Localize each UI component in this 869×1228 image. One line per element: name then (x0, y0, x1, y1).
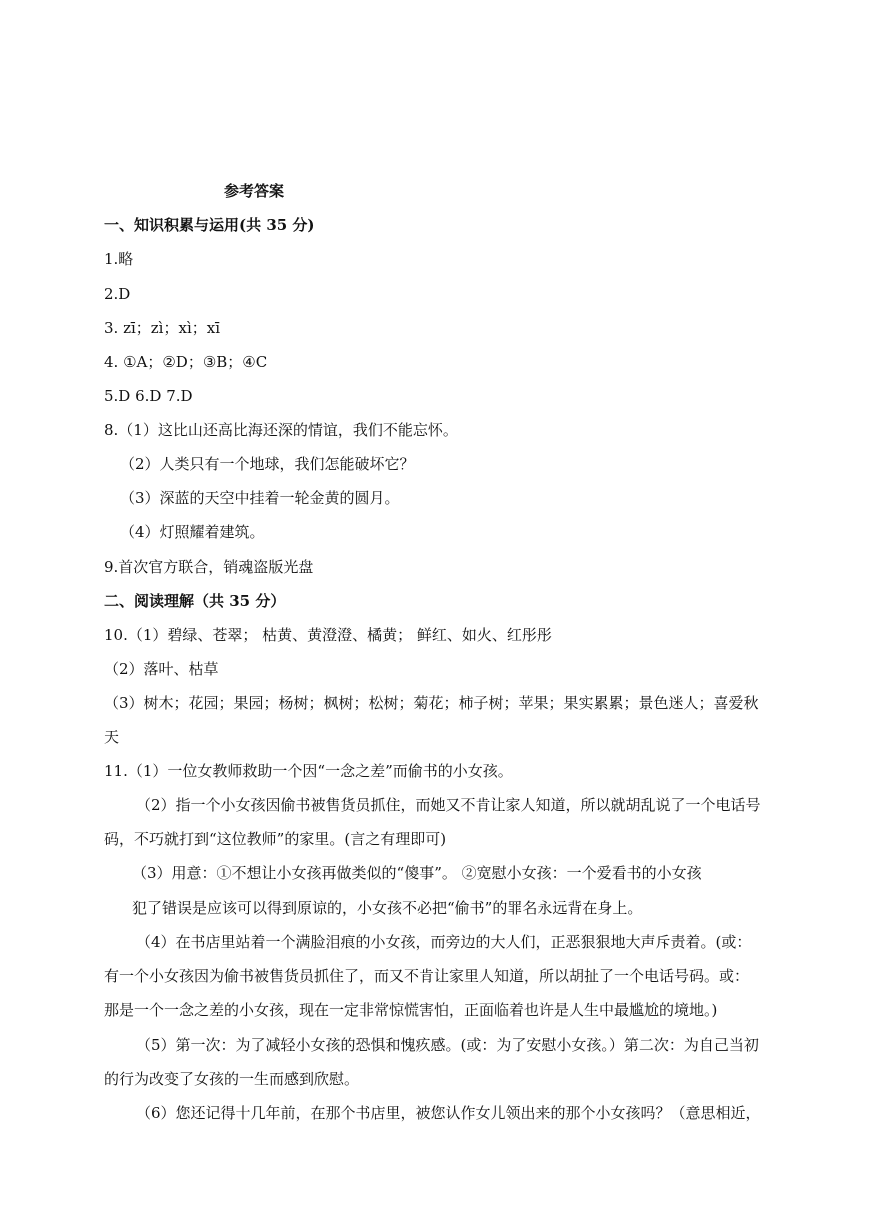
answer-11-part-4-cont-2: 那是一个一念之差的小女孩，现在一定非常惊慌害怕，正面临着也许是人生中最尴尬的境地。) (104, 1001, 718, 1019)
answer-10-part-3: （3）树木；花园；果园；杨树；枫树；松树；菊花；柿子树；苹果；果实累累；景色迷人；喜爱秋 (104, 694, 759, 712)
answer-8-part-4: （4）灯照耀着建筑。 (120, 523, 265, 541)
answer-2: 2.D (104, 285, 131, 303)
answer-3: 3. zī；zì；xì；xī (104, 319, 220, 337)
answer-11-part-1: 11.（1）一位女教师救助一个因“一念之差”而偷书的小女孩。 (104, 762, 513, 780)
answer-11-part-4-cont-1: 有一个小女孩因为偷书被售货员抓住了，而又不肯让家里人知道，所以胡扯了一个电话号码。或： (104, 967, 750, 985)
answer-8-part-1: 8.（1）这比山还高比海还深的情谊，我们不能忘怀。 (104, 421, 458, 439)
answer-5-7: 5.D 6.D 7.D (104, 387, 193, 405)
answer-10-part-1: 10.（1）碧绿、苍翠； 枯黄、黄澄澄、橘黄； 鲜红、如火、红彤彤 (104, 626, 552, 644)
answer-8-part-3: （3）深蓝的天空中挂着一轮金黄的圆月。 (120, 489, 400, 507)
answer-1: 1.略 (104, 250, 134, 268)
answer-11-part-4: （4）在书店里站着一个满脸泪痕的小女孩，而旁边的大人们，正恶狠狠地大声斥责着。(或： (136, 933, 752, 951)
answer-10-part-3-cont: 天 (104, 728, 120, 746)
answer-11-part-2-cont: 码，不巧就打到“这位教师”的家里。(言之有理即可) (104, 830, 447, 848)
answer-11-part-2: （2）指一个小女孩因偷书被售货员抓住，而她又不肯让家人知道，所以就胡乱说了一个电话号 (136, 796, 761, 814)
answer-4: 4. ①A；②D；③B；④C (104, 353, 268, 371)
answer-11-part-3: （3）用意：①不想让小女孩再做类似的“傻事”。 ②宽慰小女孩：一个爱看书的小女孩 (132, 864, 702, 882)
answer-9: 9.首次官方联合，销魂盗版光盘 (104, 558, 314, 576)
answer-8-part-2: （2）人类只有一个地球，我们怎能破坏它？ (120, 455, 415, 473)
section-heading-reading: 二、阅读理解（共 35 分） (104, 592, 286, 610)
section-heading-knowledge: 一、知识积累与运用(共 35 分) (104, 216, 315, 234)
answer-11-part-6: （6）您还记得十几年前，在那个书店里，被您认作女儿领出来的那个小女孩吗？（意思相近， (136, 1104, 761, 1122)
document-title: 参考答案 (224, 182, 285, 200)
answer-11-part-5: （5）第一次：为了减轻小女孩的恐惧和愧疚感。(或：为了安慰小女孩。）第二次：为自己当初 (136, 1036, 759, 1054)
answer-11-part-3-cont: 犯了错误是应该可以得到原谅的，小女孩不必把“偷书”的罪名永远背在身上。 (132, 899, 643, 917)
answer-11-part-5-cont: 的行为改变了女孩的一生而感到欣慰。 (104, 1070, 360, 1088)
answer-10-part-2: （2）落叶、枯草 (104, 660, 219, 678)
